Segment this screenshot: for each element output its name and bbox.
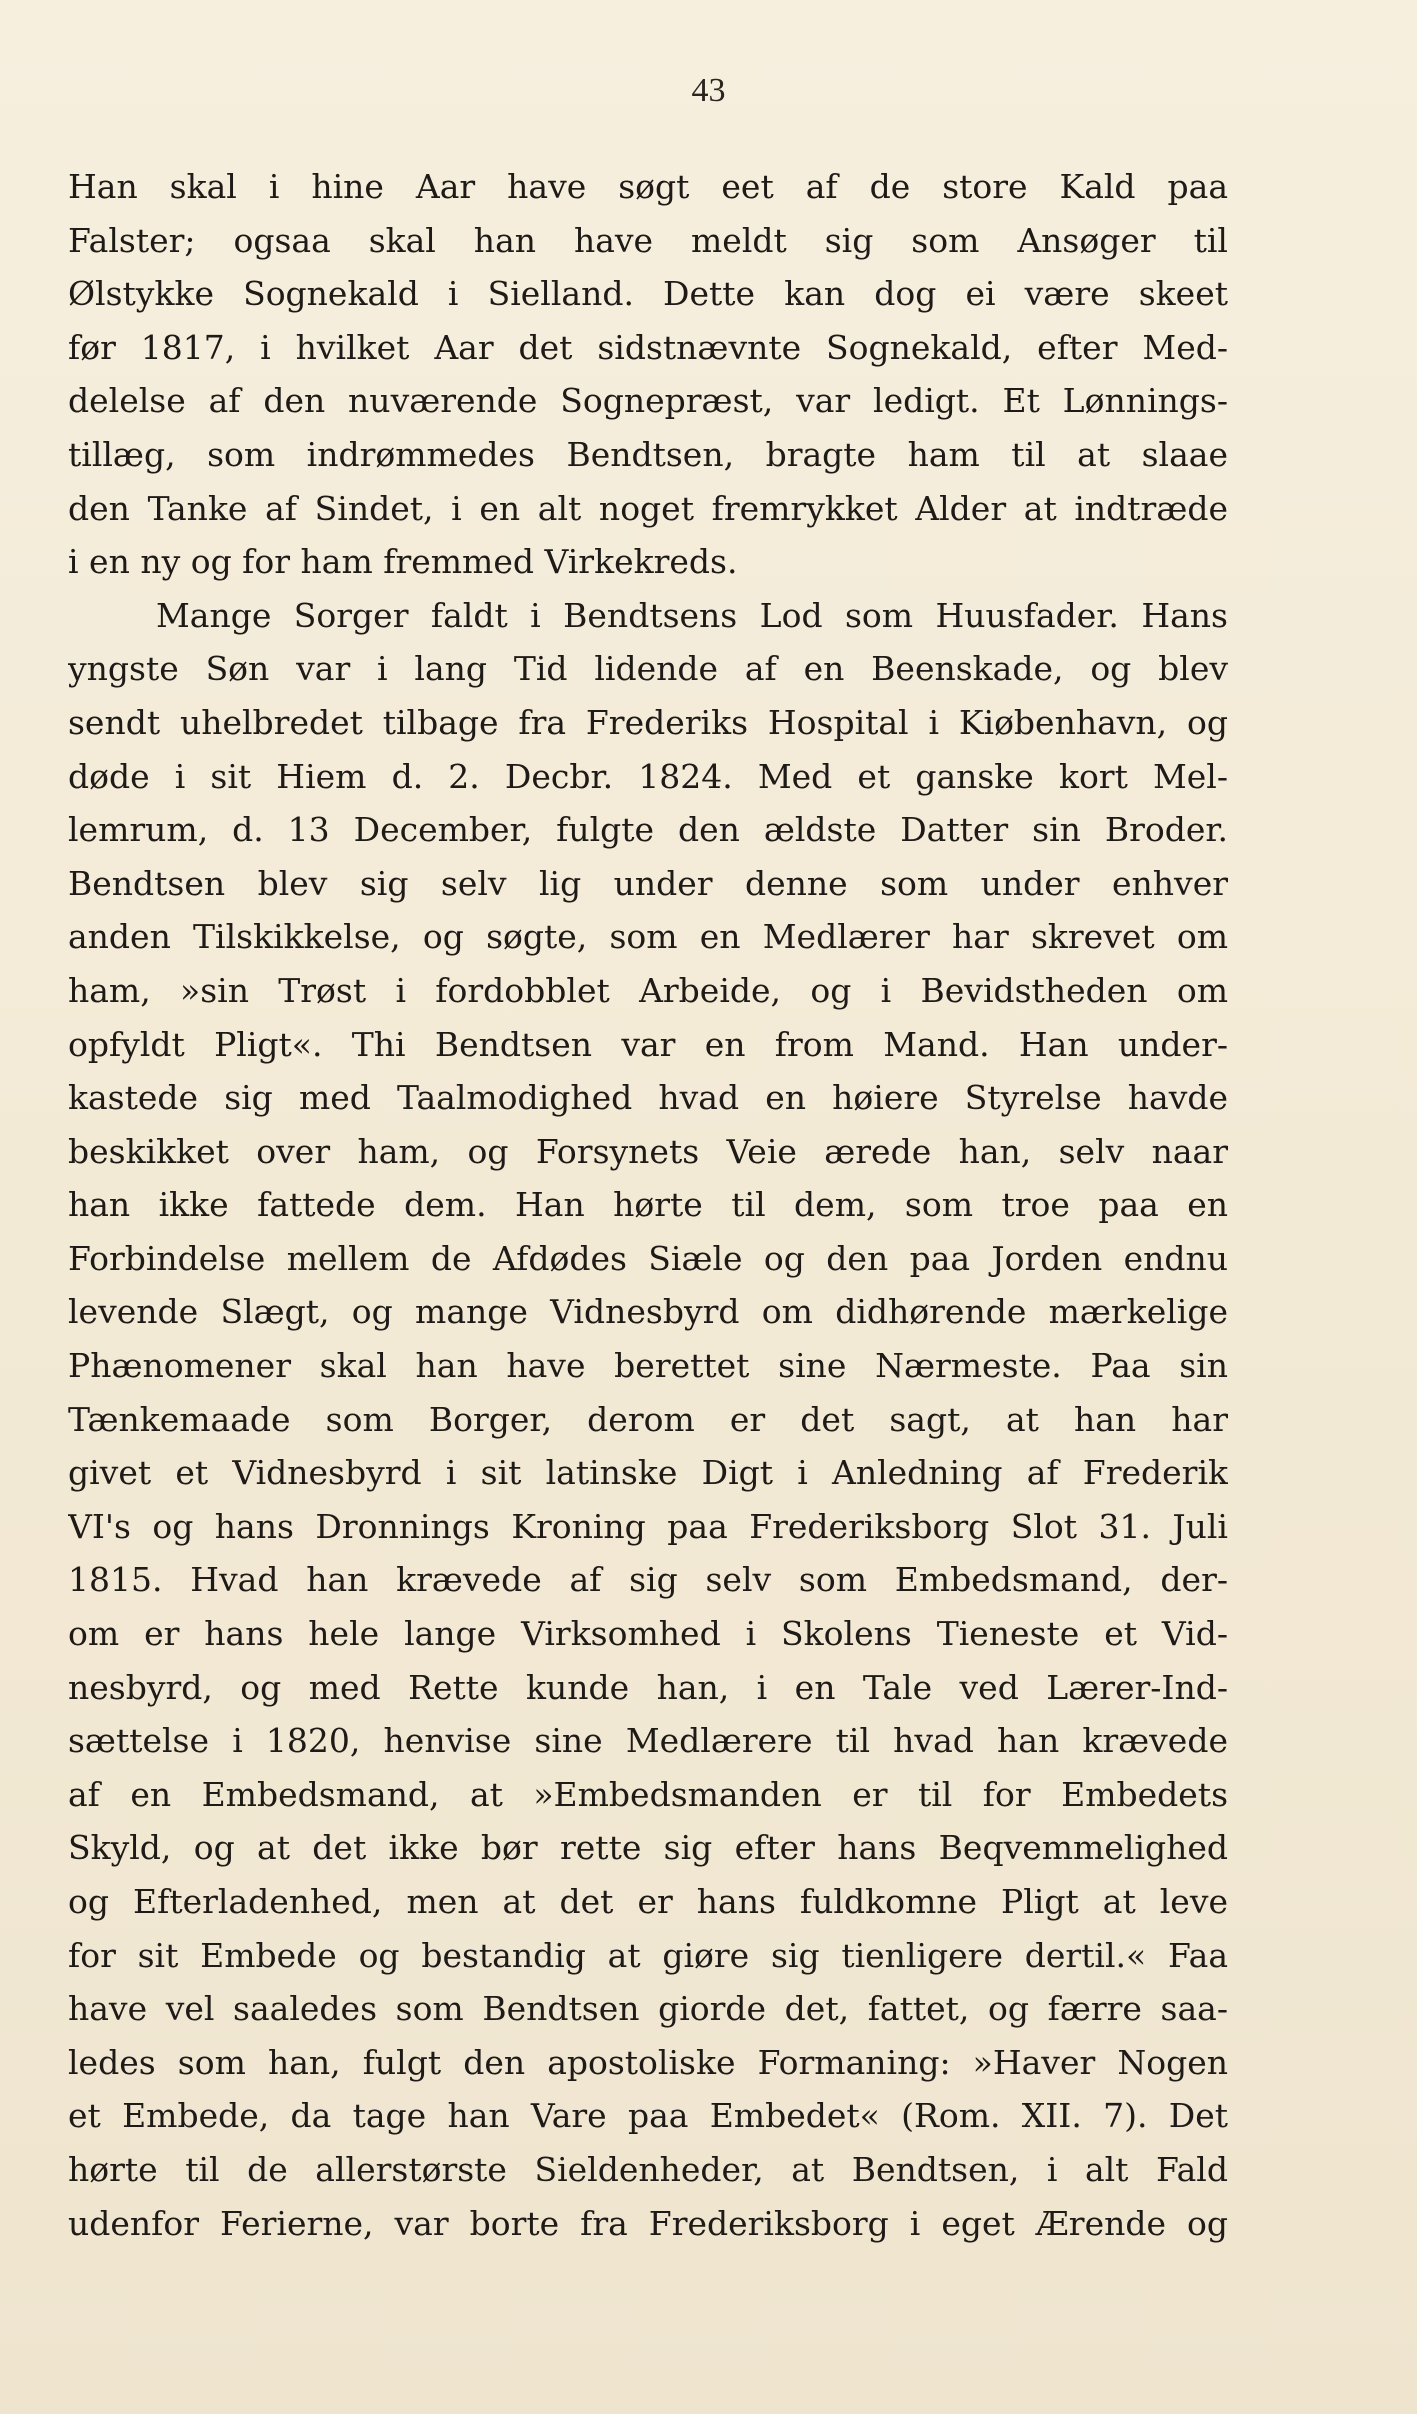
text-line: nesbyrd, og med Rette kunde han, i en Tale ved Lærer-Ind- [68,1667,1228,1707]
text-line: om er hans hele lange Virksomhed i Skolens Tieneste et Vid- [68,1614,1228,1654]
text-line: lemrum, d. 13 December, fulgte den ældste Datter sin Broder. [68,810,1228,850]
text-line: for sit Embede og bestandig at giøre sig tienligere dertil.« Faa [68,1935,1228,1975]
text-line: givet et Vidnesbyrd i sit latinske Digt i Anledning af Frederik [68,1453,1228,1493]
text-line: opfyldt Pligt«. Thi Bendtsen var en from Mand. Han under- [68,1024,1228,1064]
body-text [68,160,1228,2250]
text-line: og Efterladenhed, men at det er hans fuldkomne Pligt at leve [68,1882,1228,1921]
text-line: 1815. Hvad han krævede af sig selv som Embedsmand, der- [68,1560,1228,1600]
text-line: Bendtsen blev sig selv lig under denne som under enhver [68,863,1228,903]
text-line: Forbindelse mellem de Afdødes Siæle og den paa Jorden endnu [68,1238,1228,1278]
text-line: i en ny og for ham fremmed Virkekreds. [68,542,738,582]
text-line: ledes som han, fulgt den apostoliske Formaning: »Haver Nogen [68,2042,1228,2082]
text-line: levende Slægt, og mange Vidnesbyrd om didhørende mærkelige [68,1292,1228,1332]
text-line: han ikke fattede dem. Han hørte til dem, som troe paa en [68,1185,1228,1225]
text-line: Phænomener skal han have berettet sine Nærmeste. Paa sin [68,1346,1228,1386]
text-line: udenfor Ferierne, var borte fra Frederiksborg i eget Ærende og [68,2203,1228,2243]
text-line: sendt uhelbredet tilbage fra Frederiks Hospital i Kiøbenhavn, og [68,702,1228,742]
text-line: anden Tilskikkelse, og søgte, som en Medlærer har skrevet om [68,917,1228,957]
text-line: Falster; ogsaa skal han have meldt sig som Ansøger til [68,220,1228,260]
text-line: Han skal i hine Aar have søgt eet af de store Kald paa [68,167,1228,206]
text-line: ham, »sin Trøst i fordobblet Arbeide, og i Bevidstheden om [68,970,1228,1010]
text-line: beskikket over ham, og Forsynets Veie ærede han, selv naar [68,1131,1228,1171]
text-line: Skyld, og at det ikke bør rette sig efter hans Beqvemmelighed [68,1828,1228,1868]
text-line: før 1817, i hvilket Aar det sidstnævnte Sognekald, efter Med- [68,327,1228,367]
text-line: af en Embedsmand, at »Embedsmanden er til for Embedets [68,1774,1228,1814]
text-line: den Tanke af Sindet, i en alt noget fremrykket Alder at indtræde [68,488,1228,528]
text-line: døde i sit Hiem d. 2. Decbr. 1824. Med et ganske kort Mel- [68,756,1228,796]
paragraph-start: Mange Sorger faldt i Bendtsens Lod som Huusfader. Hans [156,595,1228,635]
text-line: Ølstykke Sognekald i Sielland. Dette kan dog ei være skeet [68,274,1228,314]
text-line: have vel saaledes som Bendtsen giorde det, fattet, og færre saa- [68,1989,1228,2029]
text-line: et Embede, da tage han Vare paa Embedet« (Rom. XII. 7). Det [68,2096,1228,2136]
text-line: tillæg, som indrømmedes Bendtsen, bragte ham til at slaae [68,434,1228,474]
text-line: Tænkemaade som Borger, derom er det sagt, at han har [68,1399,1228,1439]
text-line: yngste Søn var i lang Tid lidende af en Beenskade, og blev [68,649,1228,689]
text-line: delelse af den nuværende Sognepræst, var ledigt. Et Lønnings- [68,381,1228,421]
text-line: hørte til de allerstørste Sieldenheder, at Bendtsen, i alt Fald [68,2149,1228,2189]
text-line: sættelse i 1820, henvise sine Medlærere til hvad han krævede [68,1721,1228,1761]
text-line: kastede sig med Taalmodighed hvad en høiere Styrelse havde [68,1078,1228,1118]
page-number: 43 [691,72,726,109]
text-line: VI's og hans Dronnings Kroning paa Frederiksborg Slot 31. Juli [68,1506,1228,1546]
